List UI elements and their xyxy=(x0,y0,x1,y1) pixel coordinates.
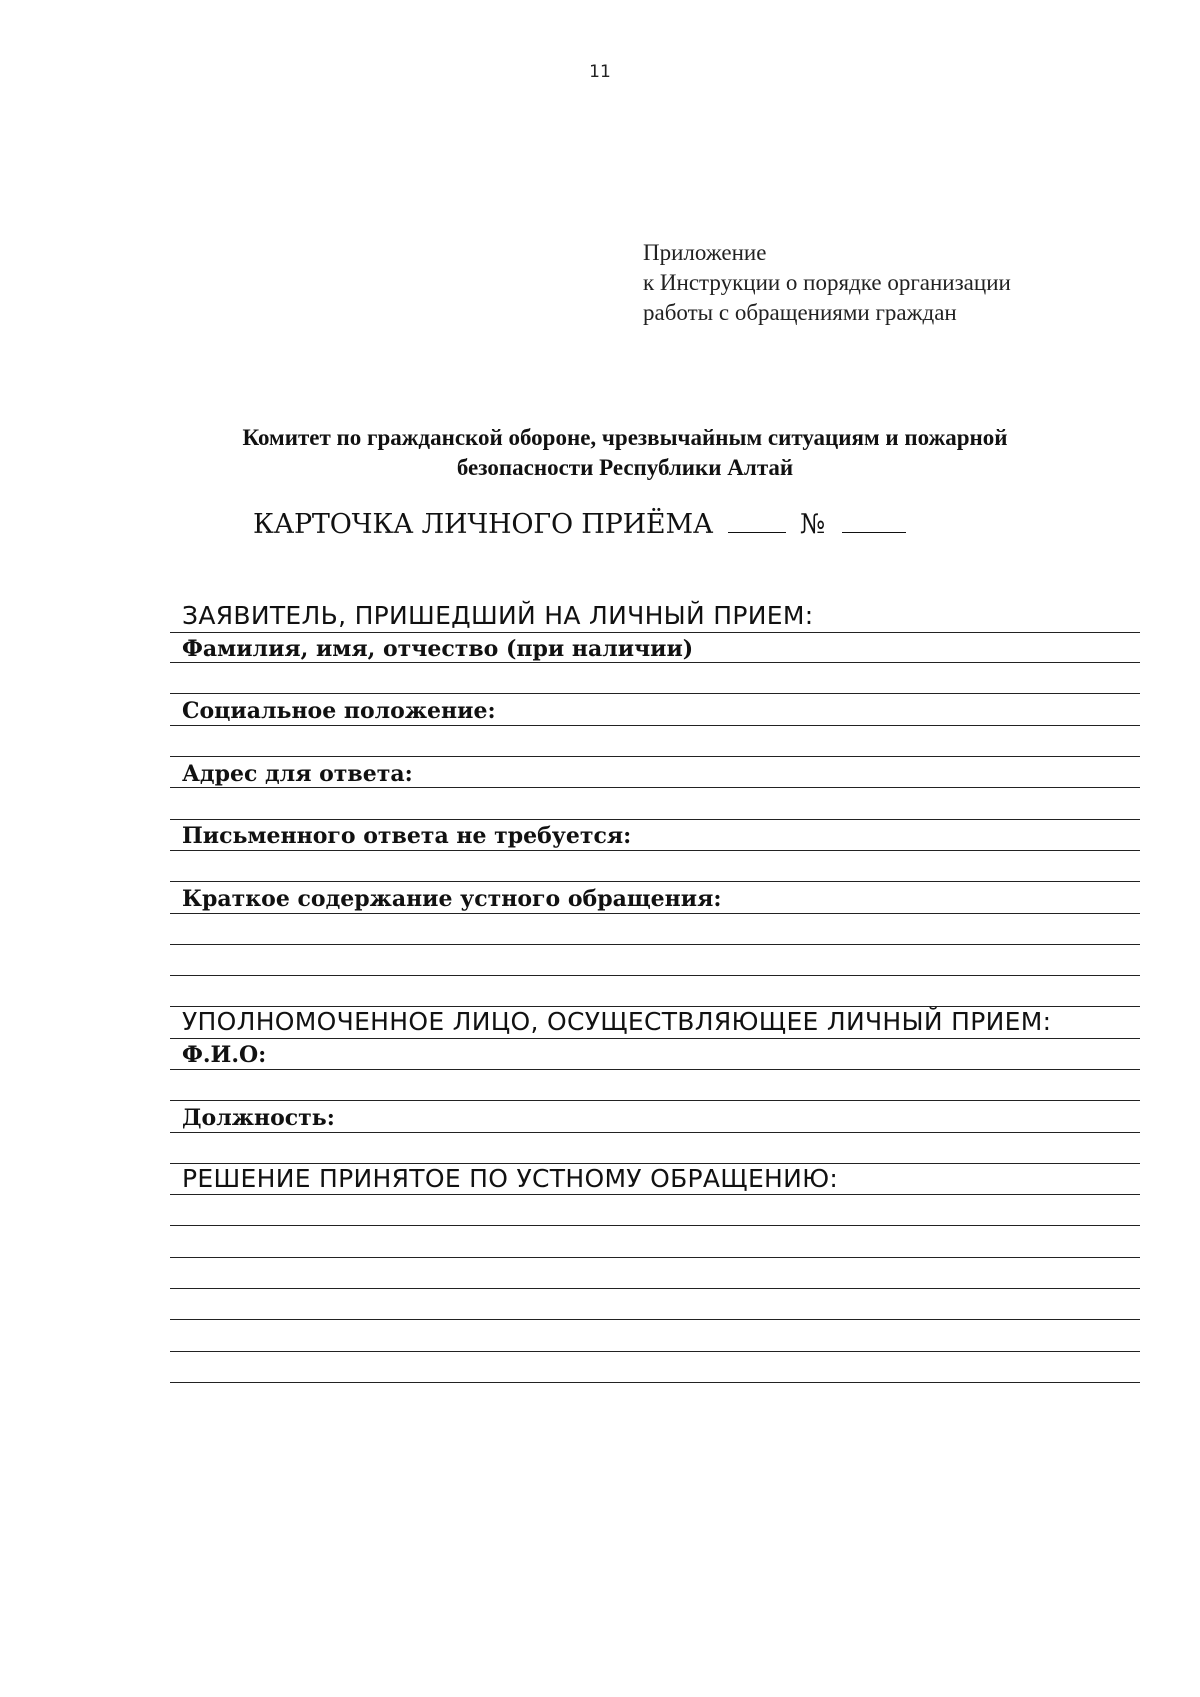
number-sign: № xyxy=(799,509,826,540)
form-line xyxy=(170,632,1140,633)
form-line[interactable] xyxy=(170,850,1140,851)
form-line[interactable] xyxy=(170,944,1140,945)
form-line[interactable] xyxy=(170,1132,1140,1133)
no-written-reply-label: Письменного ответа не требуется: xyxy=(182,823,632,849)
page-number: 11 xyxy=(589,62,611,82)
address-label: Адрес для ответа: xyxy=(182,761,413,787)
appendix-line-3: работы с обращениями граждан xyxy=(643,300,957,325)
form-line[interactable] xyxy=(170,1225,1140,1226)
form-line[interactable] xyxy=(170,693,1140,694)
appendix-line-1: Приложение xyxy=(643,240,767,265)
form-line[interactable] xyxy=(170,881,1140,882)
card-number-blank[interactable] xyxy=(842,508,906,533)
card-title-text: КАРТОЧКА ЛИЧНОГО ПРИЁМА xyxy=(253,509,714,540)
form-line[interactable] xyxy=(170,1069,1140,1070)
card-date-blank[interactable] xyxy=(728,508,786,533)
decision-heading: РЕШЕНИЕ ПРИНЯТОЕ ПО УСТНОМУ ОБРАЩЕНИЮ: xyxy=(182,1164,839,1193)
form-line[interactable] xyxy=(170,1382,1140,1383)
form-line xyxy=(170,1194,1140,1195)
official-heading: УПОЛНОМОЧЕННОЕ ЛИЦО, ОСУЩЕСТВЛЯЮЩЕЕ ЛИЧНЫЙ ПРИЕМ: xyxy=(182,1007,1052,1036)
appendix-line-2: к Инструкции о порядке организации xyxy=(643,270,1011,295)
organization-line-1: Комитет по гражданской обороне, чрезвычайным ситуациям и пожарной xyxy=(242,425,1008,450)
organization-title xyxy=(150,423,1100,483)
form-line xyxy=(170,1038,1140,1039)
applicant-heading: ЗАЯВИТЕЛЬ, ПРИШЕДШИЙ НА ЛИЧНЫЙ ПРИЕМ: xyxy=(182,601,814,630)
form-line[interactable] xyxy=(170,975,1140,976)
form-line[interactable] xyxy=(170,1100,1140,1101)
form-line[interactable] xyxy=(170,819,1140,820)
form-line[interactable] xyxy=(170,725,1140,726)
appendix-note xyxy=(643,238,1011,328)
official-name-label: Ф.И.О: xyxy=(182,1042,267,1068)
form-line[interactable] xyxy=(170,756,1140,757)
form-line[interactable] xyxy=(170,1288,1140,1289)
form-line[interactable] xyxy=(170,1351,1140,1352)
card-title xyxy=(253,508,906,540)
summary-label: Краткое содержание устного обращения: xyxy=(182,886,722,912)
form-line[interactable] xyxy=(170,662,1140,663)
form-line[interactable] xyxy=(170,1257,1140,1258)
organization-line-2: безопасности Республики Алтай xyxy=(456,455,794,480)
form-line[interactable] xyxy=(170,913,1140,914)
social-status-label: Социальное положение: xyxy=(182,698,496,724)
full-name-label: Фамилия, имя, отчество (при наличии) xyxy=(182,636,694,662)
official-position-label: Должность: xyxy=(182,1105,335,1131)
form-line[interactable] xyxy=(170,1319,1140,1320)
form-line[interactable] xyxy=(170,787,1140,788)
